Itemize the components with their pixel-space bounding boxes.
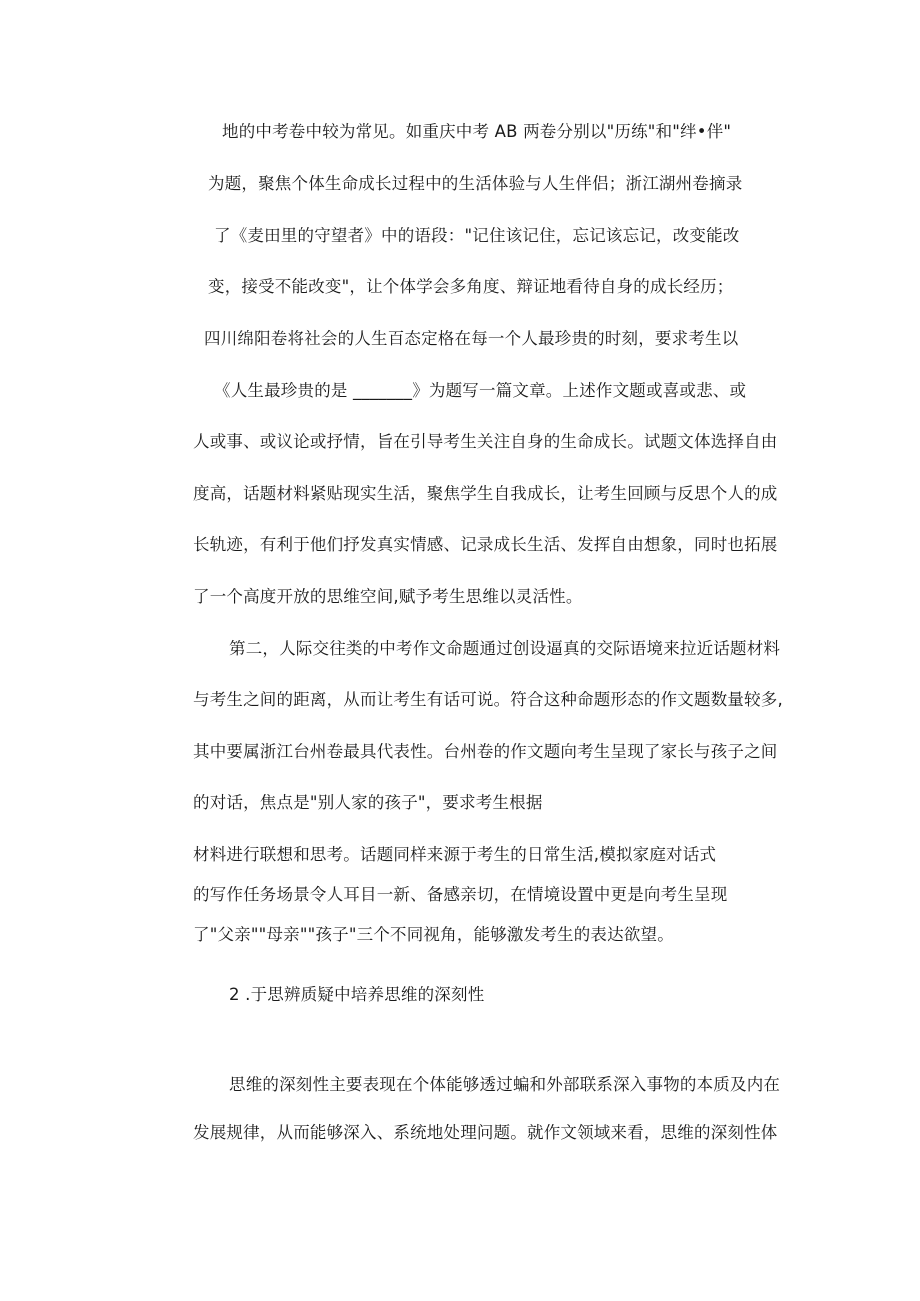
text-line: 材料进行联想和思考。话题同样来源于考生的日常生活,模拟家庭对话式 — [193, 845, 717, 864]
text-line: 度高，话题材料紧贴现实生活，聚焦学生自我成长，让考生回顾与反思个人的成 — [193, 484, 778, 503]
text-line: 与考生之间的距离，从而让考生有话可说。符合这种命题形态的作文题数量较多, — [193, 690, 783, 709]
text-line: 地的中考卷中较为常见。如重庆中考 AB 两卷分别以"历练"和"绊•伴" — [222, 122, 732, 141]
text-line: 长轨迹，有利于他们抒发真实情感、记录成长生活、发挥自由想象，同时也拓展 — [193, 535, 778, 554]
text-line: 思维的深刻性主要表现在个体能够透过蝙和外部联系深入事物的本质及内在 — [229, 1075, 781, 1094]
text-line: 四川绵阳卷将社会的人生百态定格在每一个人最珍贵的时刻，要求考生以 — [204, 329, 739, 348]
text-line: 发展规律，从而能够深入、系统地处理问题。就作文领域来看，思维的深刻性体 — [193, 1123, 778, 1142]
text-line: 了一个高度开放的思维空间,赋予考生思维以灵活性。 — [193, 587, 583, 606]
text-line: 为题，聚焦个体生命成长过程中的生活体验与人生伴侣；浙江湖州卷摘录 — [208, 174, 743, 193]
text-line: 其中要属浙江台州卷最具代表性。台州卷的作文题向考生呈现了家长与孩子之间 — [193, 742, 778, 761]
text-line: 变，接受不能改变"，让个体学会多角度、辩证地看待自身的成长经历； — [208, 277, 734, 296]
text-line: 的写作任务场景令人耳目一新、备感亲切，在情境设置中更是向考生呈现 — [193, 885, 728, 904]
text-line: 的对话，焦点是"别人家的孩子"，要求考生根据 — [193, 793, 543, 812]
text-line: 了"父亲""母亲""孩子"三个不同视角，能够激发考生的表达欲望。 — [193, 925, 674, 944]
text-line: 第二，人际交往类的中考作文命题通过创设逼真的交际语境来拉近话题材料 — [229, 639, 781, 658]
text-line: 人或事、或议论或抒情，旨在引导考生关注自身的生命成长。试题文体选择自由 — [193, 432, 778, 451]
text-line: 《人生最珍贵的是 _______》为题写一篇文章。上述作文题或喜或悲、或 — [214, 381, 747, 400]
section-heading: 2 .于思辨质疑中培养思维的深刻性 — [229, 985, 485, 1004]
text-line: 了《麦田里的守望者》中的语段："记住该记住，忘记该忘记，改变能改 — [214, 226, 740, 245]
